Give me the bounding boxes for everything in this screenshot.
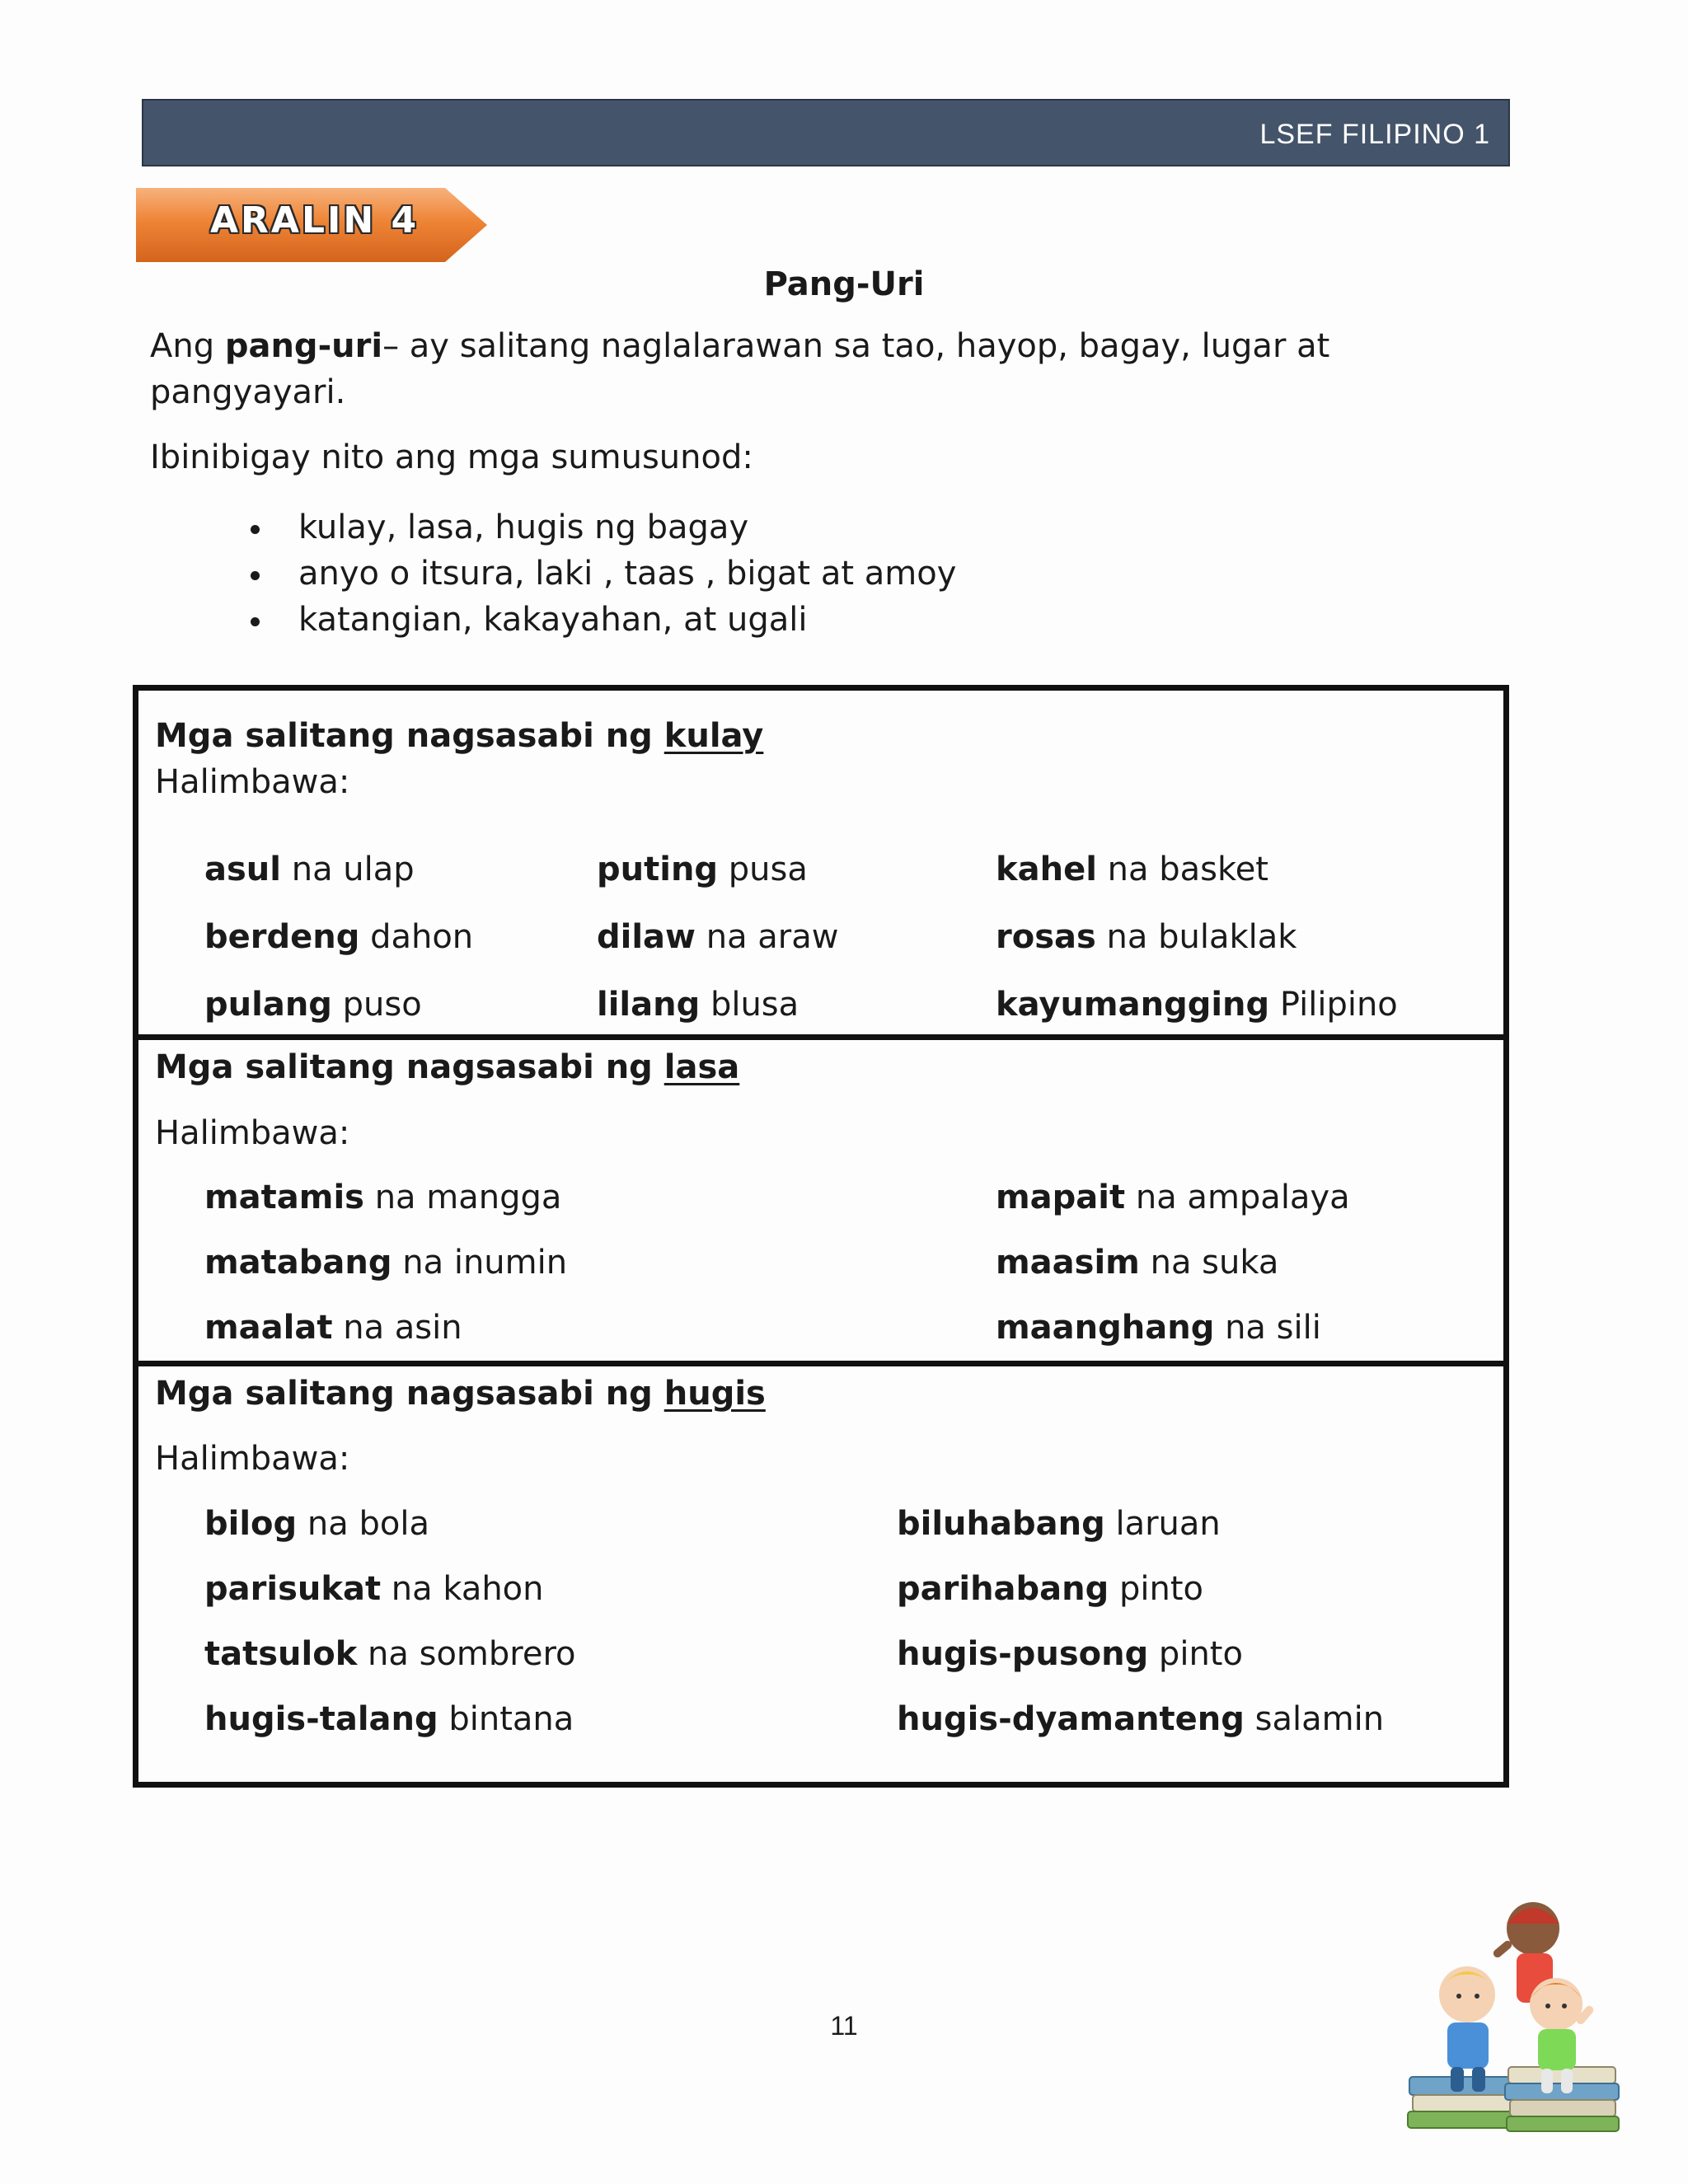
example-item: hugis-dyamanteng salamin <box>897 1700 1385 1738</box>
example-item: maasim na suka <box>996 1244 1279 1282</box>
example-item: kayumangging Pilipino <box>996 986 1398 1024</box>
example-item: parisukat na kahon <box>204 1570 544 1608</box>
definition-paragraph <box>150 323 1436 415</box>
example-item: bilog na bola <box>204 1505 429 1543</box>
bullet-item: kulay, lasa, hugis ng bagay <box>247 504 956 551</box>
example-item: hugis-talang bintana <box>204 1700 574 1738</box>
example-item: asul na ulap <box>204 851 415 888</box>
examples-table <box>133 685 1509 1788</box>
section-title: Mga salitang nagsasabi ng lasa <box>155 1048 740 1086</box>
example-item: kahel na basket <box>996 851 1268 888</box>
section-title: Mga salitang nagsasabi ng kulay <box>155 717 764 755</box>
bullet-item: katangian, kakayahan, at ugali <box>247 597 956 643</box>
example-item: lilang blusa <box>597 986 799 1024</box>
definition-term: pang-uri <box>224 327 383 365</box>
example-label: Halimbawa: <box>155 1114 350 1152</box>
example-item: tatsulok na sombrero <box>204 1635 576 1673</box>
example-item: berdeng dahon <box>204 918 474 956</box>
definition-rest: – ay salitang naglalarawan sa tao, hayop, bagay, lugar at pangyayari. <box>150 327 1330 411</box>
example-item: pulang puso <box>204 986 422 1024</box>
example-item: rosas na bulaklak <box>996 918 1297 956</box>
example-item: matabang na inumin <box>204 1244 568 1282</box>
example-item: parihabang pinto <box>897 1570 1203 1608</box>
example-label: Halimbawa: <box>155 763 350 801</box>
lesson-title: Pang-Uri <box>763 265 925 303</box>
definition-prefix: Ang <box>150 327 225 365</box>
example-item: dilaw na araw <box>597 918 839 956</box>
lesson-tag-label: ARALIN 4 <box>210 199 420 241</box>
page-number: 11 <box>830 2011 858 2041</box>
example-item: hugis-pusong pinto <box>897 1635 1243 1673</box>
section-keyword: lasa <box>663 1048 740 1086</box>
bullet-item: anyo o itsura, laki , taas , bigat at amoy <box>247 551 956 597</box>
example-label: Halimbawa: <box>155 1440 350 1478</box>
section-title: Mga salitang nagsasabi ng hugis <box>155 1375 766 1413</box>
intro-text: Ibinibigay nito ang mga sumusunod: <box>150 438 753 476</box>
section-lasa <box>138 1040 1503 1366</box>
header-bar <box>142 99 1510 166</box>
header-title: LSEF FILIPINO 1 <box>1259 119 1490 150</box>
children-on-books-illustration <box>1401 1887 1632 2135</box>
example-item: puting pusa <box>597 851 808 888</box>
example-item: maanghang na sili <box>996 1309 1321 1347</box>
bullet-list <box>247 504 956 643</box>
example-item: mapait na ampalaya <box>996 1179 1350 1216</box>
section-keyword: kulay <box>663 717 764 755</box>
section-keyword: hugis <box>663 1375 766 1413</box>
example-item: maalat na asin <box>204 1309 462 1347</box>
example-item: matamis na mangga <box>204 1179 562 1216</box>
example-item: biluhabang laruan <box>897 1505 1221 1543</box>
section-kulay <box>138 691 1503 1040</box>
lesson-tag <box>136 188 487 262</box>
section-hugis <box>138 1366 1503 1782</box>
